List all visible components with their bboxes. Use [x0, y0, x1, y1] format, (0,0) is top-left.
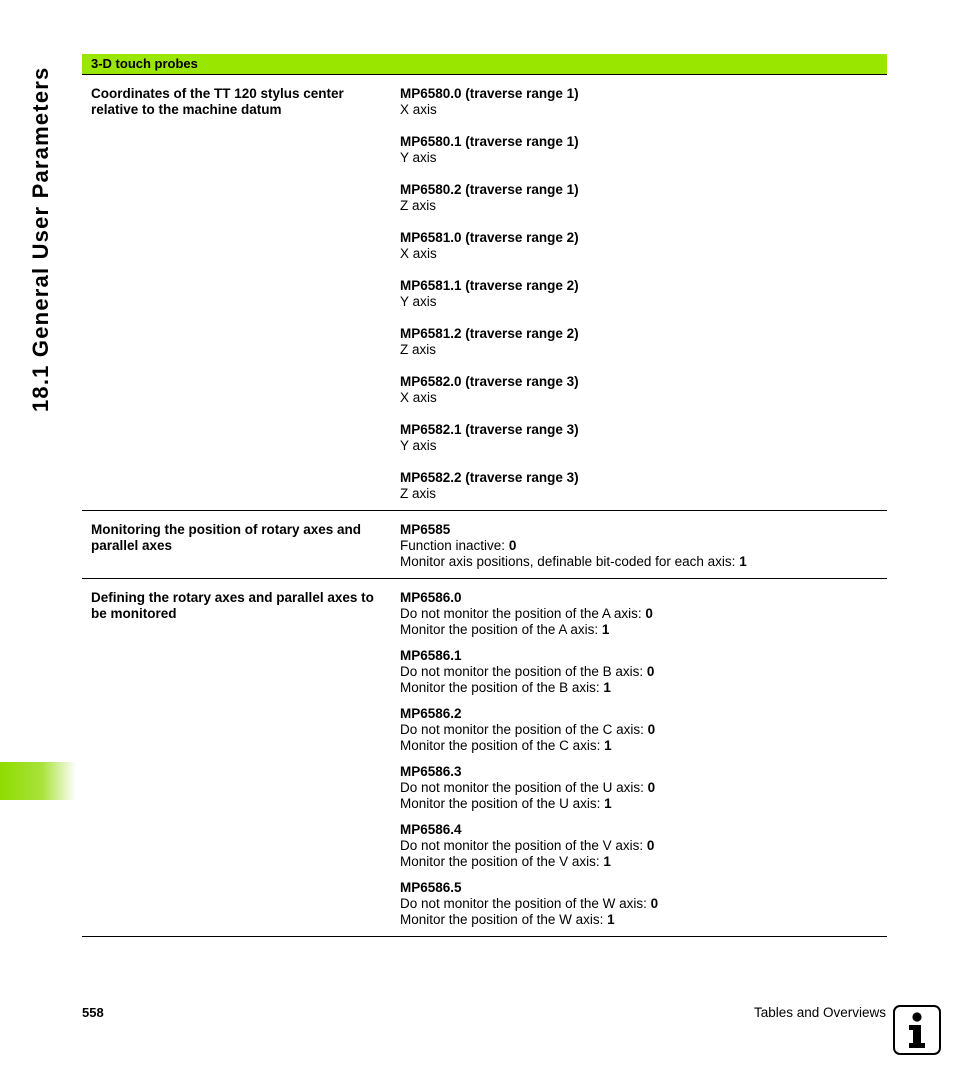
row-description: Defining the rotary axes and parallel axes to be monitored: [91, 590, 374, 621]
parameter-value: 1: [739, 554, 747, 569]
parameter-block: [400, 278, 887, 310]
parameter-value: 1: [607, 912, 615, 927]
parameter-table: [82, 54, 887, 937]
row-parameters: [400, 579, 887, 936]
chapter-side-title: [22, 52, 62, 412]
parameter-line: [400, 294, 887, 310]
parameter-line: [400, 896, 887, 912]
parameter-value: 0: [645, 606, 653, 621]
parameter-line-text: Do not monitor the position of the A axis:: [400, 606, 646, 621]
parameter-line-text: X axis: [400, 102, 437, 117]
parameter-line: [400, 606, 887, 622]
parameter-line-text: Do not monitor the position of the B axis:: [400, 664, 647, 679]
parameter-line-text: Do not monitor the position of the W axis:: [400, 896, 651, 911]
parameter-name: MP6586.3: [400, 764, 462, 779]
parameter-block: [400, 822, 887, 870]
parameter-line-text: X axis: [400, 390, 437, 405]
parameter-name: MP6582.0 (traverse range 3): [400, 374, 579, 389]
parameter-line: [400, 390, 887, 406]
parameter-name: MP6586.1: [400, 648, 462, 663]
row-parameters: [400, 511, 887, 578]
parameter-name: MP6581.0 (traverse range 2): [400, 230, 579, 245]
row-description: Monitoring the position of rotary axes and parallel axes: [91, 522, 362, 553]
parameter-line-text: Z axis: [400, 198, 437, 213]
parameter-value: 1: [604, 796, 612, 811]
page-number: 558: [82, 1005, 104, 1020]
parameter-name: MP6580.2 (traverse range 1): [400, 182, 579, 197]
parameter-block: [400, 326, 887, 358]
parameter-line-text: Y axis: [400, 438, 437, 453]
parameter-line-text: Monitor the position of the B axis:: [400, 680, 604, 695]
parameter-value: 0: [650, 896, 659, 911]
parameter-line: [400, 538, 887, 554]
parameter-block: [400, 470, 887, 502]
parameter-line: [400, 486, 887, 502]
parameter-name: MP6582.2 (traverse range 3): [400, 470, 579, 485]
parameter-line-text: Monitor the position of the C axis:: [400, 738, 605, 753]
chapter-title-text: 18.1 General User Parameters: [28, 66, 53, 412]
parameter-line: [400, 722, 887, 738]
parameter-line: [400, 554, 887, 570]
parameter-name: MP6585: [400, 522, 451, 537]
table-row: [82, 75, 887, 511]
parameter-name: MP6582.1 (traverse range 3): [400, 422, 579, 437]
parameter-line-text: Do not monitor the position of the C axis:: [400, 722, 648, 737]
parameter-block: [400, 522, 887, 570]
parameter-block: [400, 134, 887, 166]
parameter-line-text: Monitor the position of the W axis:: [400, 912, 608, 927]
parameter-block: [400, 706, 887, 754]
parameter-name: MP6586.4: [400, 822, 462, 837]
chapter-tab-marker: [0, 762, 76, 800]
parameter-line: [400, 342, 887, 358]
table-body: [82, 75, 887, 937]
parameter-line: [400, 102, 887, 118]
parameter-line-text: Monitor the position of the U axis:: [400, 796, 605, 811]
parameter-line-text: Monitor the position of the A axis:: [400, 622, 602, 637]
parameter-block: [400, 648, 887, 696]
parameter-line: [400, 738, 887, 754]
parameter-line: [400, 838, 887, 854]
parameter-line: [400, 150, 887, 166]
parameter-block: [400, 374, 887, 406]
parameter-line: [400, 622, 887, 638]
row-parameters: [400, 75, 887, 510]
table-row: [82, 511, 887, 579]
parameter-name: MP6581.2 (traverse range 2): [400, 326, 579, 341]
parameter-line: [400, 664, 887, 680]
parameter-value: 1: [603, 680, 611, 695]
parameter-line: [400, 854, 887, 870]
parameter-value: 0: [646, 838, 655, 853]
parameter-name: MP6586.5: [400, 880, 462, 895]
parameter-block: [400, 590, 887, 638]
parameter-line: [400, 438, 887, 454]
parameter-name: MP6580.0 (traverse range 1): [400, 86, 579, 101]
footer-section-title: Tables and Overviews: [753, 1005, 886, 1020]
parameter-line: [400, 912, 887, 928]
parameter-line: [400, 680, 887, 696]
parameter-block: [400, 880, 887, 928]
parameter-line: [400, 796, 887, 812]
parameter-line: [400, 780, 887, 796]
parameter-block: [400, 422, 887, 454]
parameter-block: [400, 230, 887, 262]
parameter-block: [400, 764, 887, 812]
parameter-value: 0: [508, 538, 517, 553]
parameter-block: [400, 86, 887, 118]
parameter-block: [400, 182, 887, 214]
parameter-line-text: Function inactive:: [400, 538, 509, 553]
parameter-name: MP6586.0: [400, 590, 462, 605]
parameter-line-text: Z axis: [400, 342, 437, 357]
parameter-line-text: Monitor axis positions, definable bit-coded for each axis:: [400, 554, 740, 569]
parameter-value: 0: [647, 780, 656, 795]
parameter-value: 1: [603, 854, 611, 869]
parameter-value: 0: [646, 664, 655, 679]
parameter-value: 0: [647, 722, 656, 737]
parameter-line-text: Y axis: [400, 294, 437, 309]
parameter-line-text: Monitor the position of the V axis:: [400, 854, 604, 869]
parameter-name: MP6580.1 (traverse range 1): [400, 134, 579, 149]
parameter-name: MP6586.2: [400, 706, 462, 721]
parameter-line-text: Do not monitor the position of the V axis:: [400, 838, 647, 853]
table-row: [82, 579, 887, 937]
info-icon-glyph: [902, 1010, 932, 1050]
parameter-line-text: Y axis: [400, 150, 437, 165]
info-icon: [893, 1005, 941, 1055]
table-header: 3-D touch probes: [82, 54, 887, 75]
parameter-name: MP6581.1 (traverse range 2): [400, 278, 579, 293]
parameter-line-text: Do not monitor the position of the U axis:: [400, 780, 648, 795]
parameter-line-text: Z axis: [400, 486, 437, 501]
parameter-line-text: X axis: [400, 246, 437, 261]
parameter-value: 1: [604, 738, 612, 753]
parameter-line: [400, 246, 887, 262]
parameter-line: [400, 198, 887, 214]
row-description: Coordinates of the TT 120 stylus center relative to the machine datum: [91, 86, 344, 117]
parameter-value: 1: [601, 622, 610, 637]
